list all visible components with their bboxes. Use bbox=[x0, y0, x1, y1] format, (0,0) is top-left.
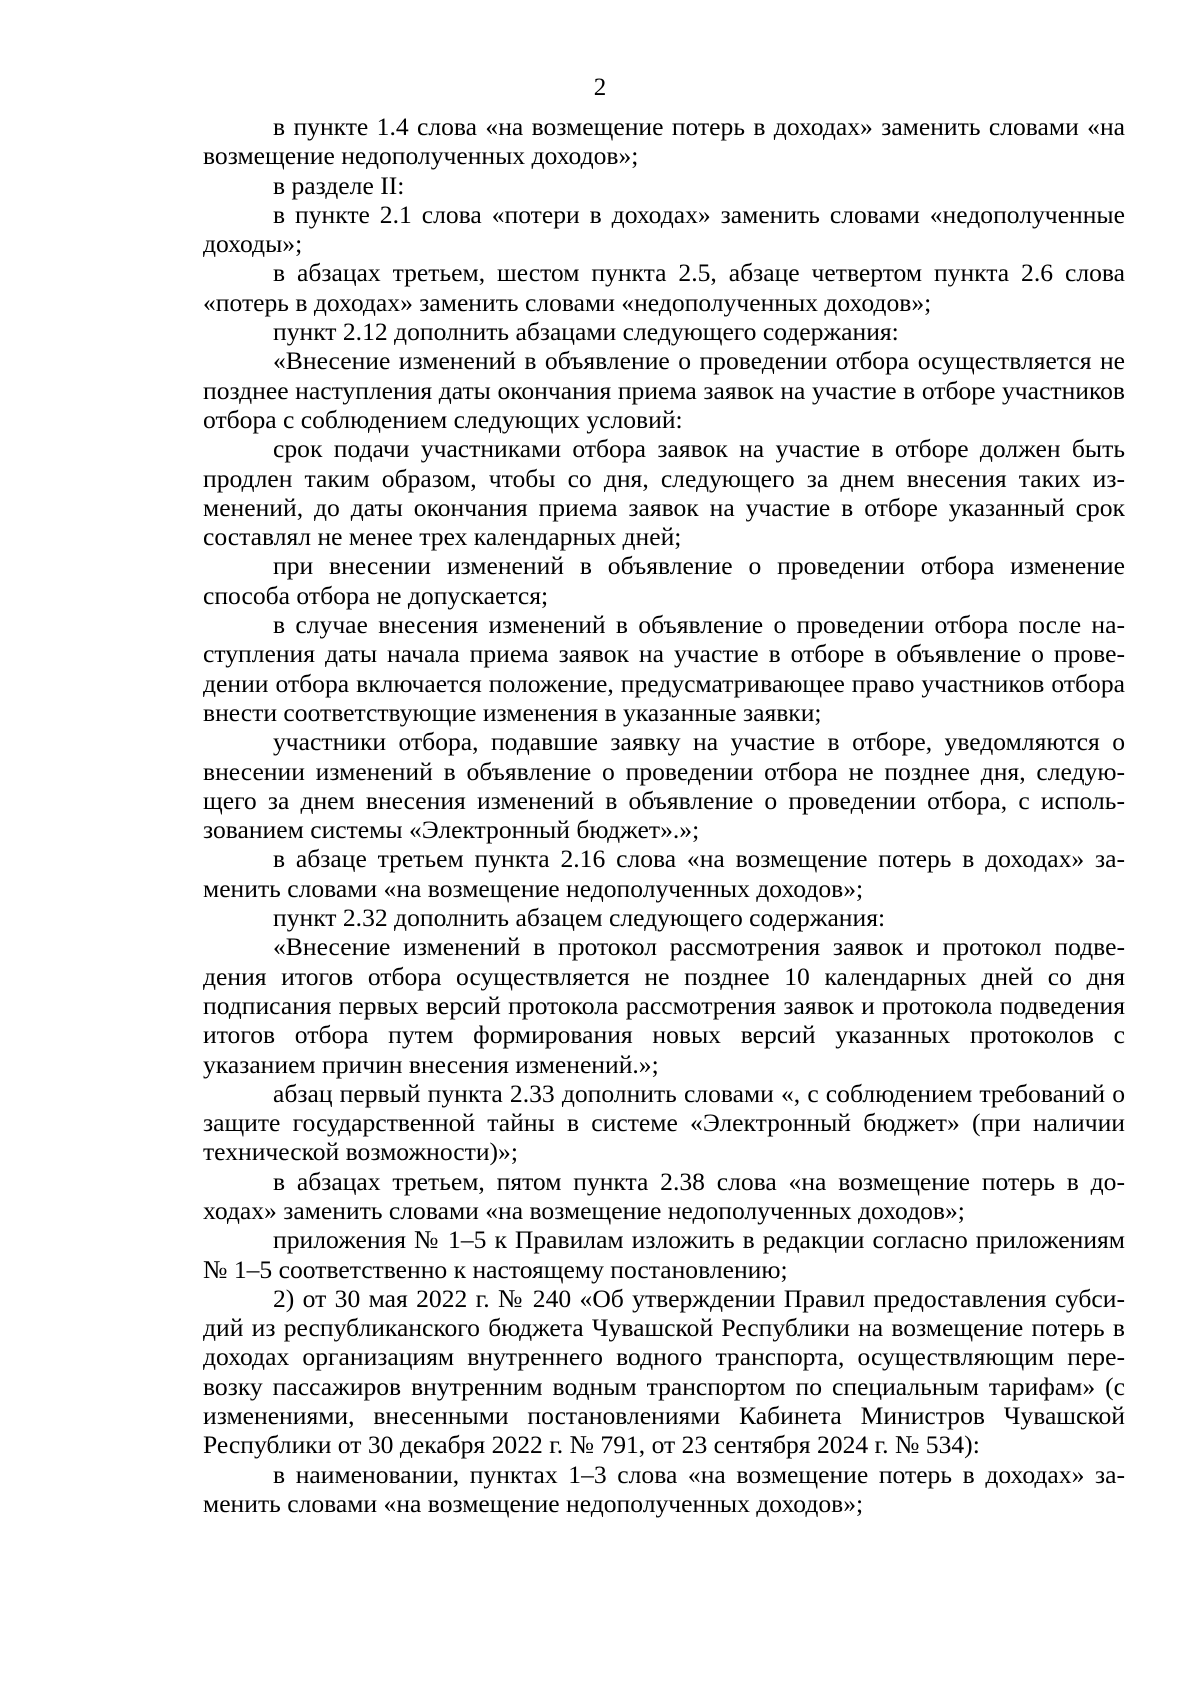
paragraph: в разделе II: bbox=[273, 170, 405, 200]
paragraph: пункт 2.12 дополнить абзацами следующего содержания: bbox=[273, 317, 899, 347]
paragraph: в абзацах третьем, шестом пункта 2.5, абзаце четвертом пункта 2.6 слова «потерь в доходах» заменить словами «недополученных доходов»; bbox=[203, 258, 1125, 317]
paragraph: «Внесение изменений в протокол рассмотрения заявок и протокол подведения итогов отбора осуществляется не позднее 10 календарных дней со дня подписания первых версий протокола рассмотрения заявок и протокола подведения итогов отбора путем формирования новых версий указанных протоколов с указанием причин внесения изменений.»; bbox=[203, 932, 1125, 1079]
paragraph: при внесении изменений в объявление о проведении отбора изменение способа отбора не допускается; bbox=[203, 551, 1125, 610]
paragraph: участники отбора, подавшие заявку на участие в отборе, уведомляются о внесении изменений в объявление о проведении отбора не позднее дня, следующего за днем внесения изменений в объявление о проведении отбора, с использованием системы «Электронный бюджет».»; bbox=[203, 727, 1125, 845]
paragraph: в абзаце третьем пункта 2.16 слова «на возмещение потерь в доходах» заменить словами «на возмещение недополученных доходов»; bbox=[203, 844, 1125, 903]
paragraph: в абзацах третьем, пятом пункта 2.38 слова «на возмещение потерь в доходах» заменить словами «на возмещение недополученных доходов»; bbox=[203, 1166, 1125, 1225]
paragraph: приложения № 1–5 к Правилам изложить в редакции согласно приложениям № 1–5 соответственно к настоящему постановлению; bbox=[203, 1225, 1125, 1284]
paragraph: в случае внесения изменений в объявление о проведении отбора после наступления даты начала приема заявок на участие в отборе в объявление о проведении отбора включается положение, предусматривающее право участников отбора внести соответствующие изменения в указанные заявки; bbox=[203, 610, 1125, 727]
paragraph: «Внесение изменений в объявление о проведении отбора осуществляется не позднее наступления даты окончания приема заявок на участие в отборе участников отбора с соблюдением следующих условий: bbox=[203, 346, 1125, 434]
paragraph: 2) от 30 мая 2022 г. № 240 «Об утверждении Правил предоставления субсидий из республиканского бюджета Чувашской Республики на возмещение потерь в доходах организациям внутреннего водного транспорта, осуществляющим перевозку пассажиров внутренним водным транспортом по специальным тарифам» (с изменениями, внесенными постановлениями Кабинета Министров Чувашской Республики от 30 декабря 2022 г. № 791, от 23 сентября 2024 г. № 534): bbox=[203, 1283, 1125, 1460]
paragraph: в пункте 1.4 слова «на возмещение потерь в доходах» заменить словами «на возмещение недополученных доходов»; bbox=[203, 112, 1125, 171]
page-number: 2 bbox=[593, 74, 607, 101]
paragraph: абзац первый пункта 2.33 дополнить словами «, с соблюдением требований о защите государственной тайны в системе «Электронный бюджет» (при наличии технической возможности)»; bbox=[203, 1078, 1125, 1167]
paragraph: в пункте 2.1 слова «потери в доходах» заменить словами «недополученные доходы»; bbox=[203, 199, 1125, 259]
document-body bbox=[203, 112, 1125, 1518]
paragraph: срок подачи участниками отбора заявок на участие в отборе должен быть продлен таким образом, чтобы со дня, следующего за днем внесения таких изменений, до даты окончания приема заявок на участие в отборе указанный срок составлял не менее трех календарных дней; bbox=[203, 434, 1125, 552]
paragraph: в наименовании, пунктах 1–3 слова «на возмещение потерь в доходах» заменить словами «на возмещение недополученных доходов»; bbox=[203, 1459, 1125, 1518]
paragraph: пункт 2.32 дополнить абзацем следующего содержания: bbox=[273, 903, 886, 933]
